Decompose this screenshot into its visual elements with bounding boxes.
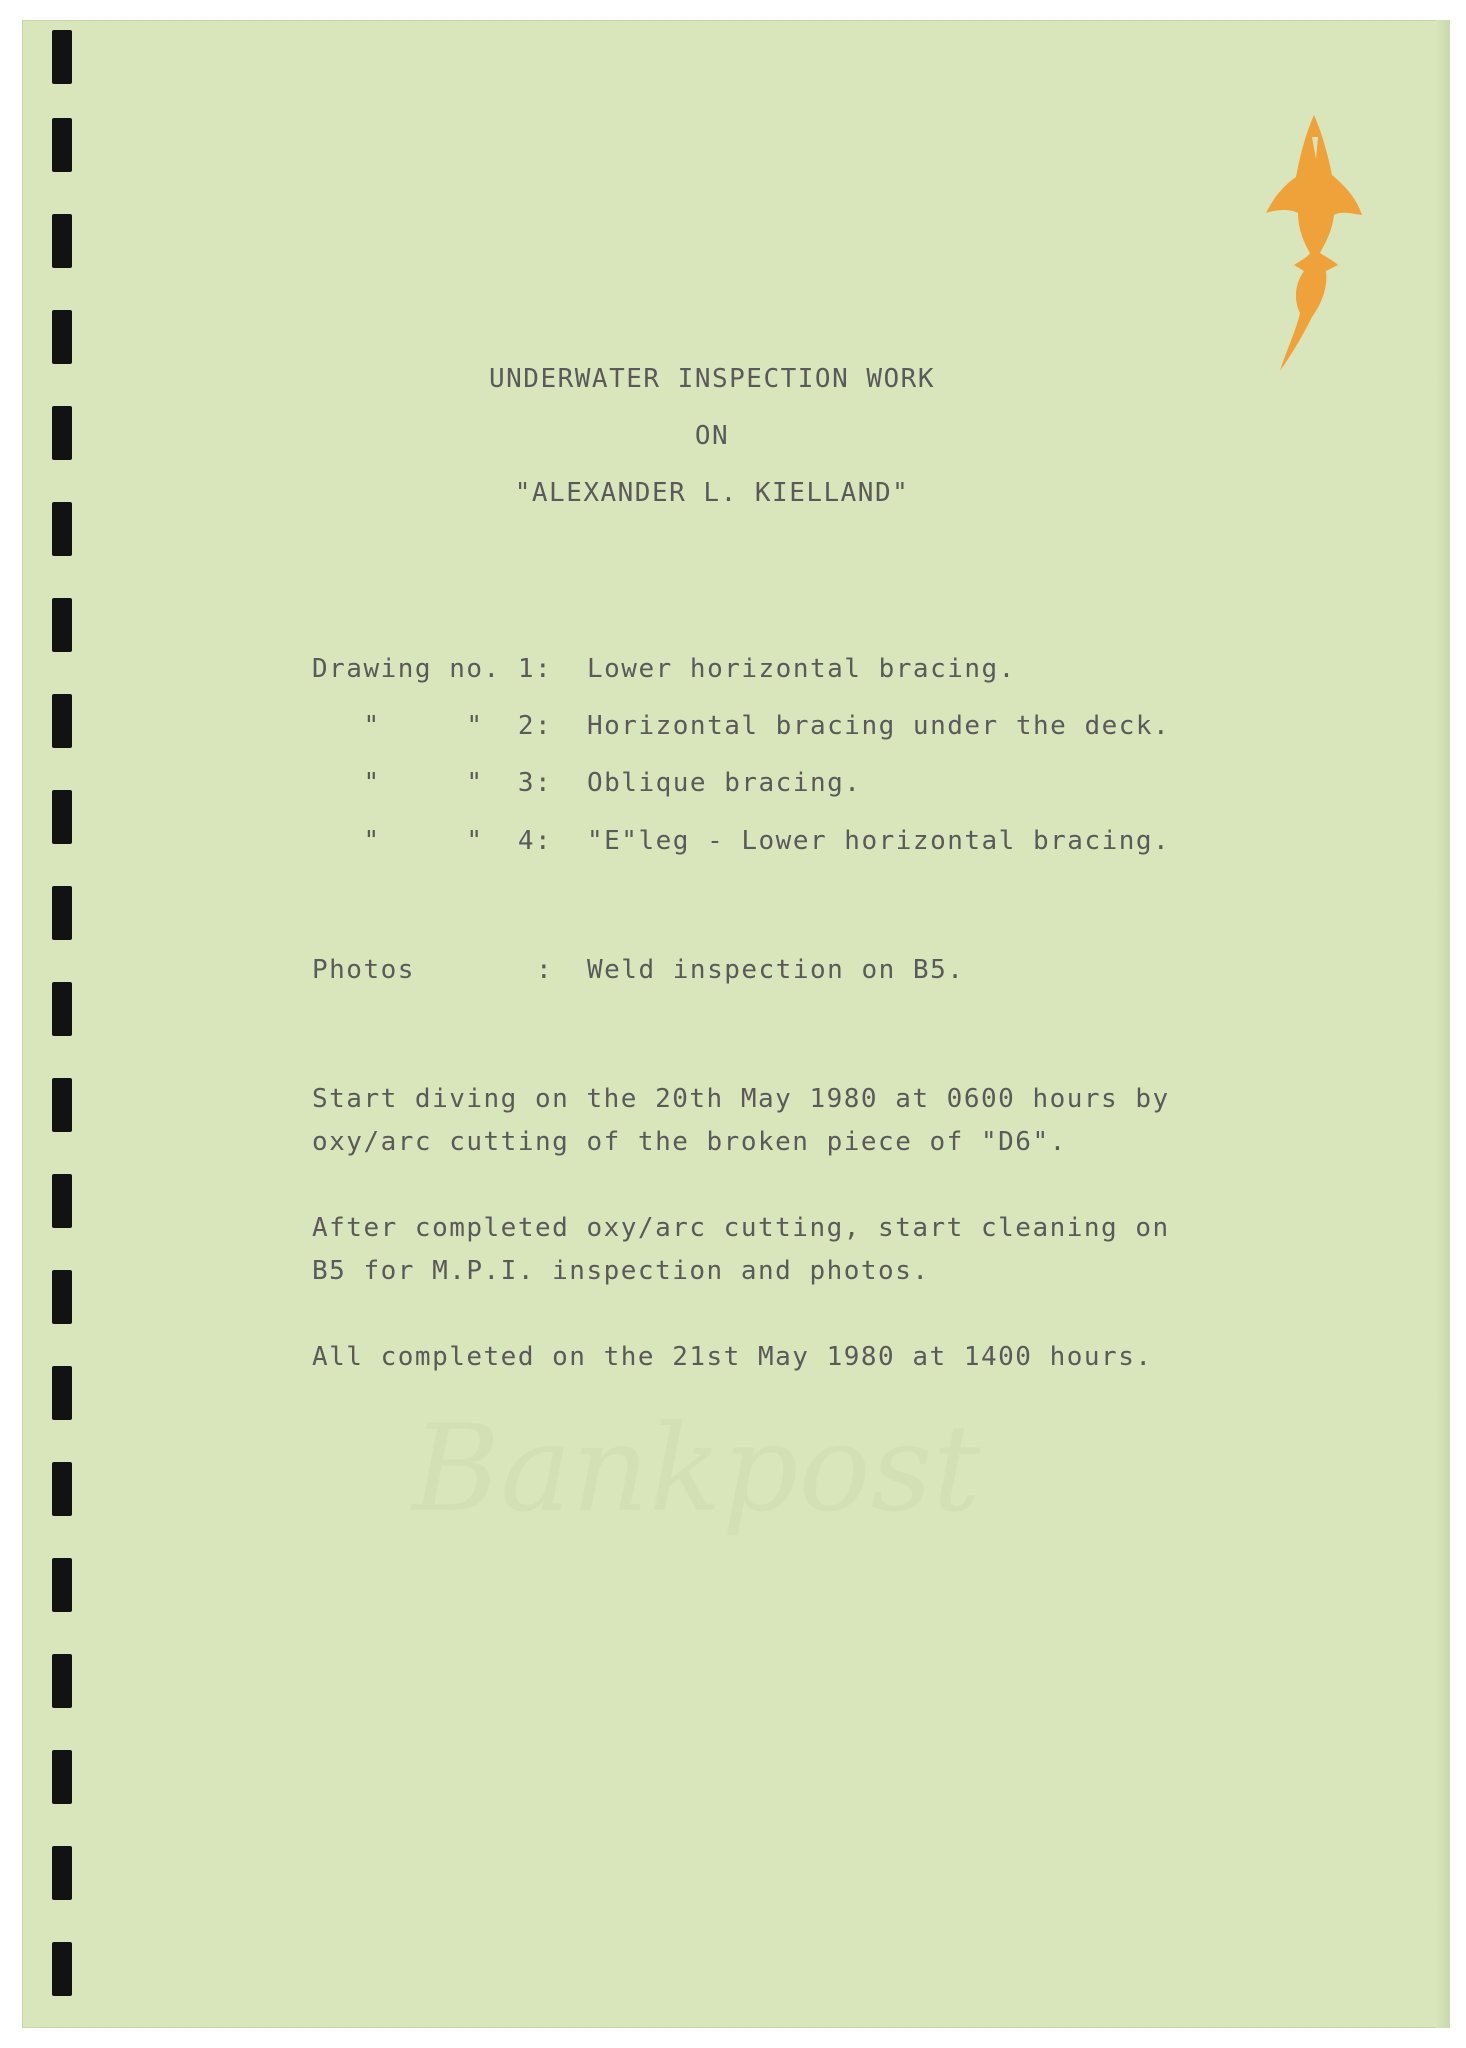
drawing-label-3: " " 3: xyxy=(312,768,553,798)
photos-colon: : xyxy=(536,955,554,985)
paragraph-2-line-2: B5 for M.P.I. inspection and photos. xyxy=(312,1256,930,1286)
title-line-3: "ALEXANDER L. KIELLAND" xyxy=(514,478,910,508)
page-edge xyxy=(1436,20,1450,2028)
drawing-text-2: Horizontal bracing under the deck. xyxy=(587,711,1171,741)
photos-text: Weld inspection on B5. xyxy=(587,955,965,985)
watermark xyxy=(412,1400,981,1539)
paragraph-2-line-1: After completed oxy/arc cutting, start cleaning on xyxy=(312,1213,1170,1243)
paragraph-1-line-2: oxy/arc cutting of the broken piece of "D6". xyxy=(312,1127,1067,1157)
drawing-label-1: Drawing no. 1: xyxy=(312,654,553,684)
document-page xyxy=(22,20,1450,2028)
title-line-2: ON xyxy=(694,421,730,451)
drawing-text-1: Lower horizontal bracing. xyxy=(587,654,1016,684)
drawing-text-3: Oblique bracing. xyxy=(587,768,862,798)
paragraph-1-line-1: Start diving on the 20th May 1980 at 0600 hours by xyxy=(312,1084,1170,1114)
binding-holes xyxy=(52,20,82,2028)
drawing-label-4: " " 4: xyxy=(312,826,553,856)
fish-logo-icon xyxy=(1264,115,1374,375)
title-line-1: UNDERWATER INSPECTION WORK xyxy=(489,364,935,394)
drawing-text-4: "E"leg - Lower horizontal bracing. xyxy=(587,826,1171,856)
photos-label: Photos xyxy=(312,955,415,985)
drawing-label-2: " " 2: xyxy=(312,711,553,741)
paragraph-3-line-1: All completed on the 21st May 1980 at 1400 hours. xyxy=(312,1342,1153,1372)
